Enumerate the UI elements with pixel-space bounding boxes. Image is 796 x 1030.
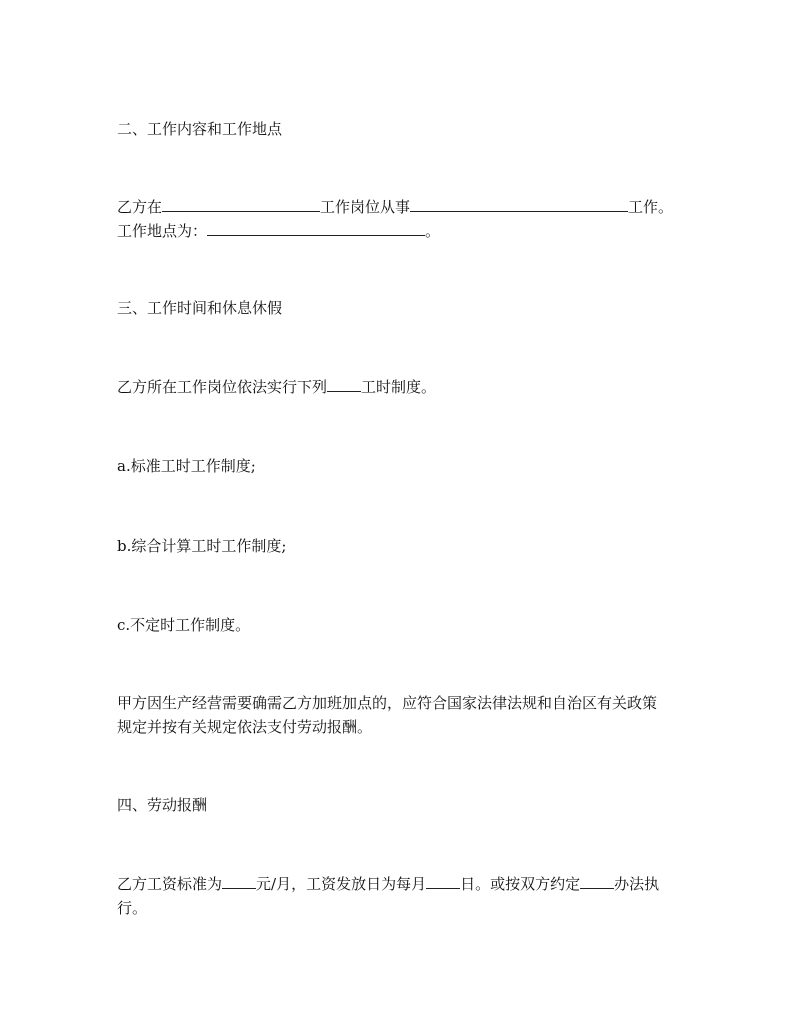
- blank-job: [410, 197, 628, 212]
- heading-text: 四、劳动报酬: [117, 796, 208, 814]
- paragraph-wage-line2: [117, 897, 697, 919]
- blank-department: [162, 197, 320, 212]
- text-segment: 。: [425, 222, 441, 240]
- text-segment: 乙方工资标准为: [117, 875, 223, 893]
- section-heading-work-hours: [117, 297, 697, 319]
- section-heading-work-content: [117, 118, 697, 140]
- option-text: a.标准工时工作制度;: [117, 457, 256, 475]
- text-segment: 规定并按有关规定依法支付劳动报酬。: [117, 718, 373, 736]
- option-c: [117, 614, 697, 636]
- option-b: [117, 535, 697, 557]
- paragraph-hours-system: [117, 376, 697, 398]
- option-text: c.不定时工作制度。: [117, 616, 251, 634]
- blank-hours-system: [327, 377, 361, 392]
- text-segment: 乙方在: [117, 198, 163, 216]
- blank-agreed-method: [580, 874, 614, 889]
- blank-location: [207, 221, 425, 236]
- text-segment: 工作岗位从事: [320, 198, 411, 216]
- blank-wage-amount: [222, 874, 256, 889]
- text-segment: 工作地点为：: [117, 222, 208, 240]
- section-heading-remuneration: [117, 794, 697, 816]
- text-segment: 工作。: [628, 198, 674, 216]
- option-text: b.综合计算工时工作制度;: [117, 537, 287, 555]
- option-a: [117, 455, 697, 477]
- heading-text: 二、工作内容和工作地点: [117, 120, 283, 138]
- text-segment: 办法执: [614, 875, 660, 893]
- paragraph-work-location: [117, 220, 697, 242]
- paragraph-work-position: [117, 196, 697, 218]
- paragraph-wage-line1: [117, 873, 697, 895]
- text-segment: 甲方因生产经营需要确需乙方加班加点的，应符合国家法律法规和自治区有关政策: [117, 694, 658, 712]
- paragraph-overtime-line2: [117, 716, 697, 738]
- text-segment: 日。或按双方约定: [460, 875, 581, 893]
- text-segment: 工时制度。: [361, 378, 437, 396]
- blank-pay-day: [426, 874, 460, 889]
- text-segment: 乙方所在工作岗位依法实行下列: [117, 378, 328, 396]
- paragraph-overtime-line1: [117, 692, 697, 714]
- text-segment: 元/月，工资发放日为每月: [256, 875, 427, 893]
- text-segment: 行。: [117, 899, 148, 917]
- heading-text: 三、工作时间和休息休假: [117, 299, 283, 317]
